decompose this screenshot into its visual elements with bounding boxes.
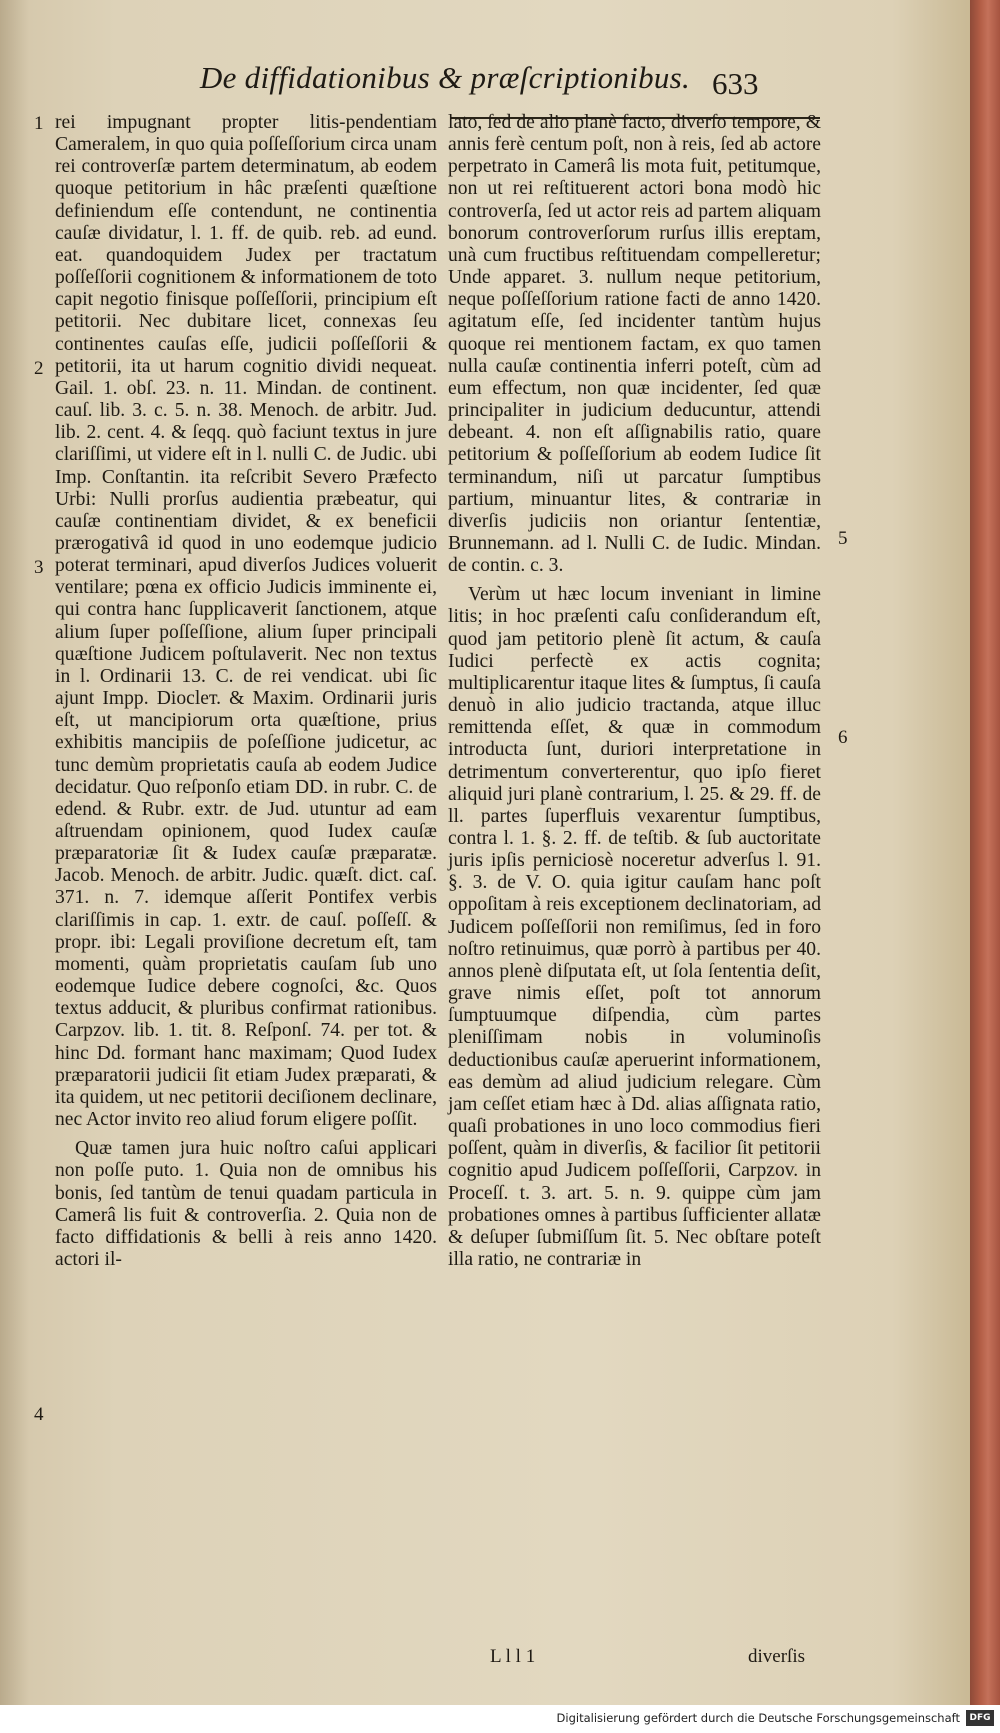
margin-number-6: 6 [838,727,848,748]
margin-number-1: 1 [34,113,44,134]
dfg-logo: DFG [966,1710,994,1726]
margin-number-4: 4 [34,1404,44,1425]
right-paragraph-2: Verùm ut hæc locum inveniant in limine litis; in hoc præſenti caſu conſiderandum eſt, quod jam petitorio plenè ſit actum, & cauſa Iudici perfectè ex actis cognita; multiplicarentur itaque lites & ſumptus, ſi cauſa denuò in alio judicio tractanda, atque illuc remittenda eſſet, & quæ in commodum introducta ſunt, duriori interpretatione in detrimentum converterentur, quo ipſo fieret aliquid juri planè contrarium, l. 25. & 29. ff. de ll. partes ſuperfluis vexarentur ſumptibus, contra l. 1. §. 2. ff. de teſtib. & ſub auctoritate juris ipſis perniciosè noceretur adverſus l. 91. §. 3. de V. O. quia igitur cauſam hanc poſt oppoſitam à reis exceptionem declinatoriam, ad Judicem poſſeſſorii non remiſimus, ſed in foro noſtro retinuimus, quæ porrò à partibus per 40. annos plenè diſputata eſt, ut ſola ſententia deſit, grave nimis eſſet, poſt tot annorum ſumptuumque diſpendia, cùm partes pleniſſimam nobis in voluminoſis deductionibus cauſæ aperuerint informationem, eas demùm ad aliud judicium relegare. Cùm jam ceſſet etiam hæc à Dd. alias aſſignata ratio, quaſi probationes in uno loco commodius fieri poſſent, quàm in diverſis, & facilior ſit petitorii cognitio apud Judicem poſſeſſorii, Carpzov. in Proceſſ. t. 3. art. 5. n. 9. quippe cùm jam probationes omnes à partibus ſufficienter allatæ & deſuper ſubmiſſum ſit. 5. Nec obſtare poteſt illa ratio, ne contrariæ in [448,584,821,1270]
margin-number-2: 2 [34,358,44,379]
margin-number-5: 5 [838,528,848,549]
right-column [448,112,821,1271]
page-edge [970,0,1000,1705]
running-title: De diffidationibus & præſcriptionibus. [199,60,691,95]
left-column [55,112,437,1271]
left-paragraph-1: rei impugnant propter litis-pendentiam Cameralem, in quo quia poſſeſſorium circa unam rei controverſæ partem determinatum, ab eodem quoque petitorium in hâc præſenti quæſtione definiendum eſſe contendunt, ne continentia cauſæ dividatur, l. 1. ff. de quib. reb. ad eund. eat. quandoquidem Judex per tractatum poſſeſſorii cognitionem & informationem de toto capit negotio finisque poſſeſſorii, principium eſt petitorii. Nec dubitare licet, connexas ſeu continentes cauſas eſſe, judicii poſſeſſorii & petitorii, ita ut harum cognitio dividi nequeat. Gail. 1. obſ. 23. n. 11. Mindan. de continent. cauſ. lib. 3. c. 5. n. 38. Menoch. de arbitr. Jud. lib. 2. cent. 4. & ſeqq. quò faciunt textus in jure clariſſimi, ut videre eſt in l. nulli C. de Judic. ubi Imp. Conſtantin. ita reſcribit Severo Præfecto Urbi: Nulli prorſus audientia præbeatur, qui cauſæ continentiam dividet, & ex beneficii prærogativâ id quod in uno eodemque judicio poterat terminari, apud diverſos Judices voluerit ventilare; pœna ex officio Judicis imminente ei, qui contra hanc ſupplicaverit ſanctionem, atque alium ſuper poſſeſſione, alium ſuper principali quæſtione Judicem poſtulaverit. Nec non textus in l. Ordinarii 13. C. de rei vendicat. ubi ſic ajunt Impp. Diocleт. & Maxim. Ordinarii juris eſt, ut mancipiorum orta quæſtione, prius exhibitis mancipiis de poſeſſione judicetur, ac tunc demùm proprietatis cauſa ab eodem Judice decidatur. Quo reſponſo etiam DD. in rubr. C. de edend. & Rubr. extr. de Jud. utuntur ad eam aſtruendam opinionem, quod Iudex cauſæ præparatoriæ ſit & Iudex cauſæ præparatæ. Jacob. Menoch. de arbitr. Judic. quæſt. dict. caſ. 371. n. 7. idemque aſſerit Pontifex verbis clariſſimis in cap. 1. extr. de cauſ. poſſeſſ. & propr. ibi: Legali proviſione decretum eſt, tam momenti, quàm proprietatis cauſam ſub uno eodemque Iudice debere cognoſci, &c. Quos textus adducit, & pluribus confirmat rationibus. Carpzov. lib. 1. tit. 8. Reſponſ. 74. per tot. & hinc Dd. formant hanc maximam; Quod Iudex præparatorii judicii ſit etiam Judex præparati, & ita quidem, ut nec petitorii deciſionem declinare, nec Actor invito reo aliud forum eligere poſſit. [55,112,437,1131]
right-paragraph-1: lato, ſed de alio planè facto, diverſo tempore, & annis ferè centum poſt, non à reis, ſed ab actore perpetrato in Camerâ lis mota fuit, petitumque, non ut rei reſtituerent actori bona modò hic controverſa, ſed ut actor reis ad partem aliquam bonorum controverſorum rurſus illis ereptam, unà cum fructibus reſtituendam compelleretur; Unde apparet. 3. nullum neque petitorium, neque poſſeſſorium ratione facti de anno 1420. agitatum eſſe, ſed incidenter tantùm hujus quoque rei mentionem factam, ex quo tamen nulla cauſæ continentia inferri poteſt, cùm ad eum effectum, non quæ incidenter, ſed quæ principaliter in judicium deducuntur, attendi debeant. 4. non eſt aſſignabilis ratio, quare petitorium & poſſeſſorium ab eodem Iudice ſit terminandum, niſi ut parcatur ſumptibus partium, minuantur lites, & contrariæ in diverſis judiciis non oriantur ſententiæ, Brunnemann. ad l. Nulli C. de Iudic. Mindan. de contin. c. 3. [448,112,821,577]
margin-number-3: 3 [34,557,44,578]
signature-mark: L l l 1 [490,1646,536,1667]
digitization-credit: Digitalisierung gefördert durch die Deutsche Forschungsgemeinschaft [556,1711,960,1725]
catchword: diverſis [748,1646,805,1667]
left-paragraph-2: Quæ tamen jura huic noſtro caſui applicari non poſſe puto. 1. Quia non de omnibus his bonis, ſed tantùm de tenui quadam particula in Camerâ lis fuit & controverſia. 2. Quia non de facto diffidationis & belli à reis anno 1420. actori il- [55,1138,437,1270]
page-number: 633 [712,66,759,101]
